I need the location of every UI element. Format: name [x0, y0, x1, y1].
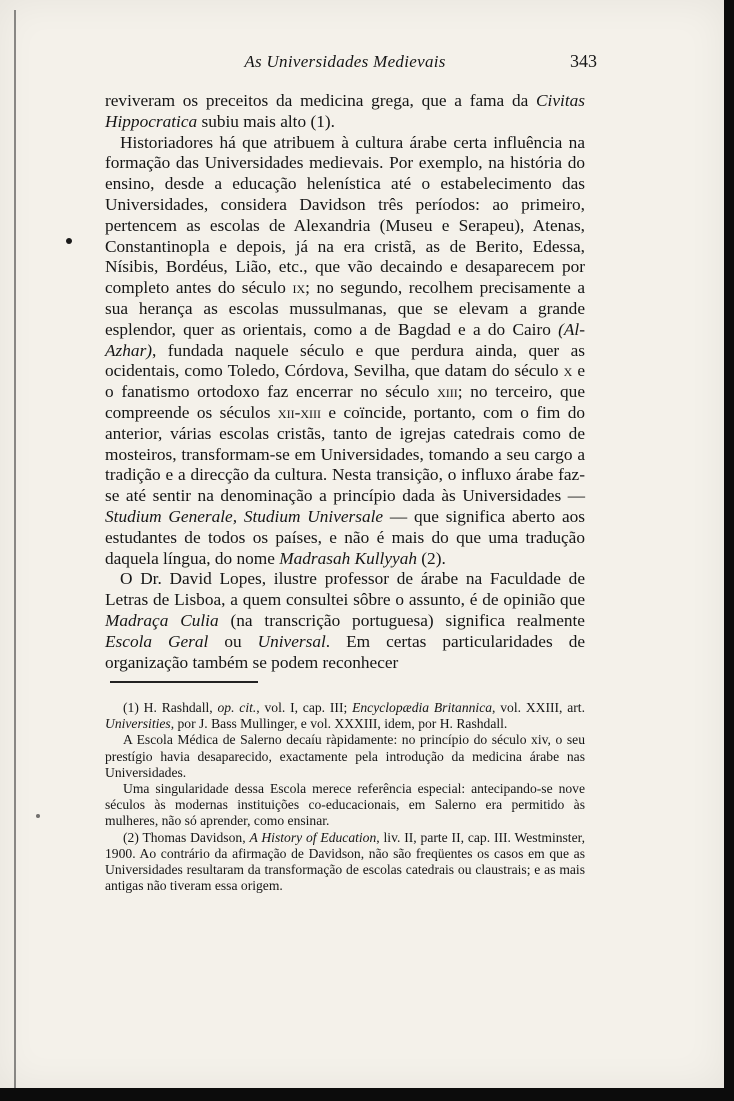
scan-edge-line [14, 10, 16, 1088]
paragraph-2: Historiadores há que atribuem à cultura árabe certa influência na formação das Universidades medievais. Por exemplo, na história do ensino, desde a educação helenística até o estabelecimento das Universidades, considera Davidson três períodos: ao primeiro, pertencem as escolas de Alexandria (Museu e Serapeu), Atenas, Constantinopla e depois, já na era cristã, as de Berito, Edessa, Nísibis, Bordéus, Lião, etc., que vão decaindo e desaparecem por completo antes do século ix; no segundo, recolhem precisamente a sua herança as escolas mussulmanas, que se elevam a grande esplendor, quer as orientais, como a de Bagdad e a do Cairo (Al-Azhar), fundada naquele século e que perdura ainda, quer as ocidentais, como Toledo, Córdova, Sevilha, que datam do século x e o fanatismo ortodoxo faz encerrar no século xiii; no terceiro, que compreende os séculos xii-xiii e coïncide, portanto, com o fim do anterior, várias escolas cristãs, tanto de igrejas catedrais como de mosteiros, transformam-se em Universidades, tomando a seu cargo a tradição e a direcção da cultura. Nesta transição, o influxo árabe faz-se até sentir na denominação a princípio dada às Universidades — Studium Generale, Studium Universale — que significa aberto aos estudantes de todos os países, e não é mais do que uma tradução daquela língua, do nome Madrasah Kullyyah (2). [105, 132, 585, 568]
scan-speck [66, 238, 72, 244]
footnote-1-paragraph-2: A Escola Médica de Salerno decaíu ràpidamente: no princípio do século xiv, o seu prestígio havia desaparecido, exactamente pela introdução da medicina árabe nas Universidades. [105, 732, 585, 780]
footnotes [105, 700, 585, 894]
paragraph-3: O Dr. David Lopes, ilustre professor de árabe na Faculdade de Letras de Lisboa, a quem consultei sôbre o assunto, é de opinião que Madraça Culia (na transcrição portuguesa) significa realmente Escola Geral ou Universal. Em certas particularidades de organização também se podem reconhecer [105, 569, 586, 672]
footnote-1-paragraph-3: Uma singularidade dessa Escola merece referência especial: antecipando-se nove séculos às modernas instituições co-educacionais, em Salerno era permitido às mulheres, não só aprender, como ensinar. [105, 781, 585, 829]
footnote-1: (1) H. Rashdall, op. cit., vol. I, cap. III; Encyclopædia Britannica, vol. XXIII, art. Universities, por J. Bass Mullinger, e vol. XXXIII, idem, por H. Rashdall. [105, 700, 585, 732]
page-number: 343 [570, 51, 597, 71]
running-title: As Universidades Medievais [244, 52, 446, 71]
footnote-separator [110, 681, 258, 683]
page-header [105, 51, 597, 76]
main-text [105, 91, 585, 673]
scan-speck [36, 814, 40, 818]
paragraph-1: reviveram os preceitos da medicina grega, que a fama da Civitas Hippocratica subiu mais alto (1). [105, 91, 585, 131]
footnote-2: (2) Thomas Davidson, A History of Education, liv. II, parte II, cap. III. Westminster, 1900. Ao contrário da afirmação de Davidson, não são freqüentes os casos em que as Universidades resultaram da transformação de escolas catedrais ou claustrais; e as mais antigas não tiveram essa origem. [105, 829, 586, 894]
